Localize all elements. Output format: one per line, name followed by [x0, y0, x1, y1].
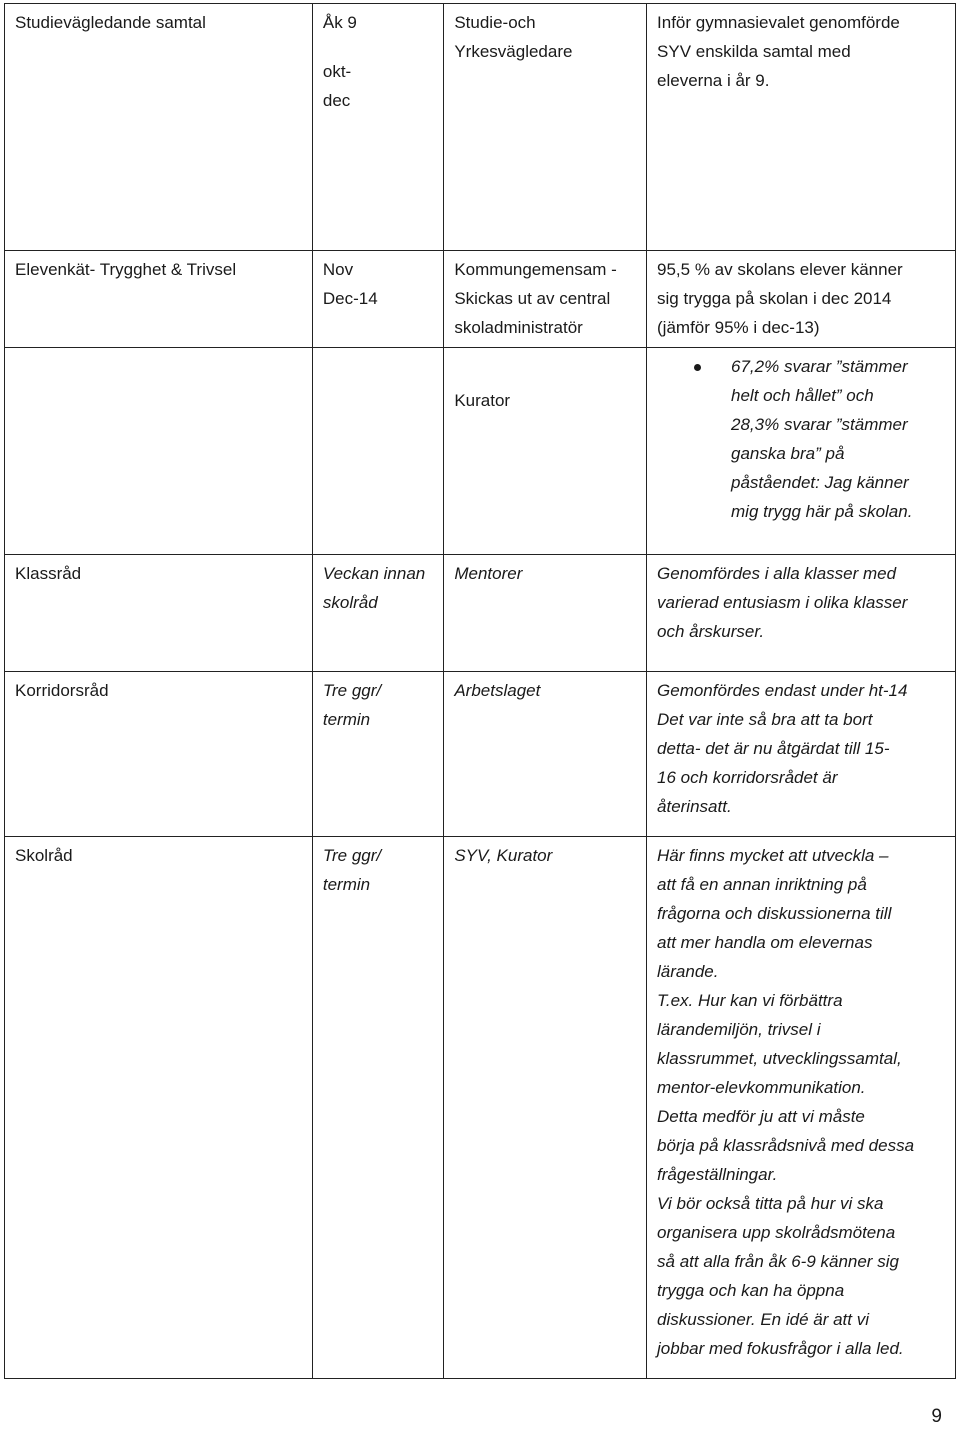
who-cell: SYV, Kurator: [444, 837, 647, 1379]
when-cell: Nov Dec-14: [312, 251, 443, 348]
activity-table: [4, 3, 956, 1379]
when-cell: Tre ggr/ termin: [312, 672, 443, 837]
result-cell: Genomfördes i alla klasser med varierad entusiasm i olika klasser och årskurser.: [647, 555, 956, 672]
when-cell: Tre ggr/ termin: [312, 837, 443, 1379]
who-cell: Studie-och Yrkesvägledare: [444, 4, 647, 251]
result-bullet-list: [657, 352, 945, 526]
activity-cell: Skolråd: [5, 837, 313, 1379]
table-row: [5, 555, 956, 672]
page-number: 9: [931, 1406, 942, 1427]
result-cell: Inför gymnasievalet genomförde SYV enskilda samtal med eleverna i år 9.: [647, 4, 956, 251]
when-cell: [312, 348, 443, 555]
result-cell: Här finns mycket att utveckla – att få en annan inriktning på frågorna och diskussionerna till att mer handla om elevernas lärande. T.ex. Hur kan vi förbättra lärandemiljön, trivsel i klassrummet, utvecklingssamtal, mentor-elevkommunikation. Detta medför ju att vi måste börja på klassrådsnivå med dessa frågeställningar. Vi bör också titta på hur vi ska organisera upp skolrådsmötena så att alla från åk 6-9 känner sig trygga och kan ha öppna diskussioner. En idé är att vi jobbar med fokusfrågor i alla led.: [647, 837, 956, 1379]
who-cell: Kurator: [444, 348, 647, 555]
who-cell: Mentorer: [444, 555, 647, 672]
table-row: [5, 4, 956, 251]
table-row: [5, 672, 956, 837]
who-cell: Kommungemensam - Skickas ut av central skoladministratör: [444, 251, 647, 348]
activity-cell: Elevenkät- Trygghet & Trivsel: [5, 251, 313, 348]
when-cell: Åk 9 okt- dec: [312, 4, 443, 251]
activity-cell: Korridorsråd: [5, 672, 313, 837]
activity-cell: Klassråd: [5, 555, 313, 672]
result-cell: Gemonfördes endast under ht-14 Det var inte så bra att ta bort detta- det är nu åtgärdat till 15- 16 och korridorsrådet är återinsatt.: [647, 672, 956, 837]
who-cell: Arbetslaget: [444, 672, 647, 837]
list-item: 67,2% svarar ”stämmer helt och hållet” och 28,3% svarar ”stämmer ganska bra” på påståendet: Jag känner mig trygg här på skolan.: [657, 352, 945, 526]
when-cell: Veckan innan skolråd: [312, 555, 443, 672]
table-row: [5, 251, 956, 348]
table-row: [5, 837, 956, 1379]
result-cell: [647, 348, 956, 555]
result-cell: 95,5 % av skolans elever känner sig trygga på skolan i dec 2014 (jämför 95% i dec-13): [647, 251, 956, 348]
activity-cell: Studievägledande samtal: [5, 4, 313, 251]
table-row: [5, 348, 956, 555]
activity-cell: [5, 348, 313, 555]
